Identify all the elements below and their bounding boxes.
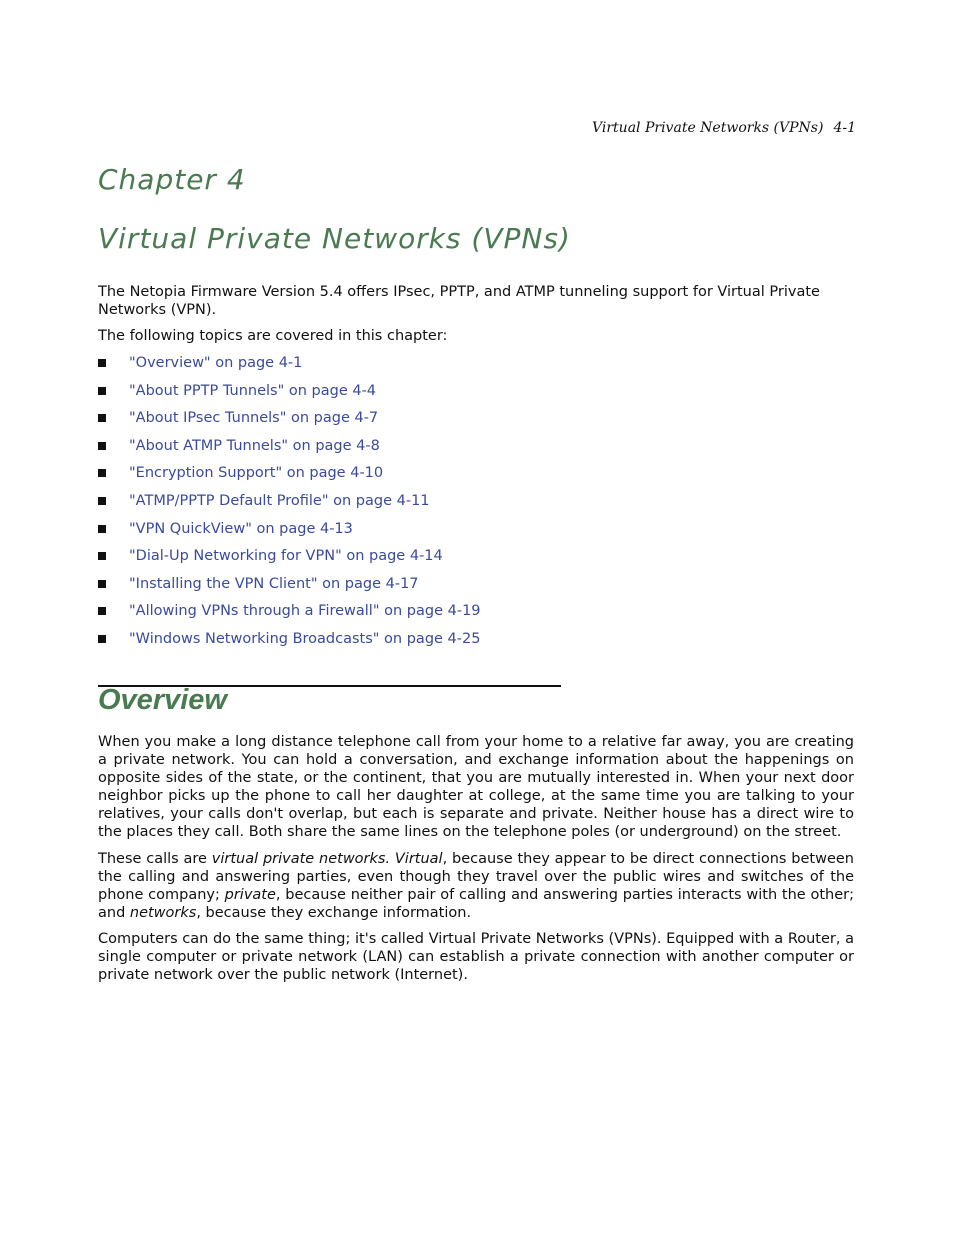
- topic-link-ipsec[interactable]: "About IPsec Tunnels" on page 4-7: [129, 410, 379, 427]
- running-header: [592, 120, 856, 136]
- list-item: [98, 382, 854, 410]
- list-item: [98, 354, 854, 382]
- square-bullet-icon: [98, 635, 106, 643]
- topic-link-quickview[interactable]: "VPN QuickView" on page 4-13: [129, 520, 353, 537]
- topic-link-encryption[interactable]: "Encryption Support" on page 4-10: [129, 465, 384, 482]
- square-bullet-icon: [98, 359, 106, 367]
- topic-link-pptp[interactable]: "About PPTP Tunnels" on page 4-4: [129, 382, 377, 399]
- square-bullet-icon: [98, 414, 106, 422]
- text-run: These calls are: [98, 851, 212, 867]
- running-header-title: Virtual Private Networks (VPNs): [592, 120, 824, 136]
- emphasis-text: virtual private networks. Virtual: [211, 851, 443, 867]
- text-run: , because they appear to be direct connections between the calling and answering parties, even though they travel over the public wires and switches of the phone company;: [98, 851, 854, 903]
- topic-link-overview[interactable]: "Overview" on page 4-1: [129, 355, 303, 371]
- topic-link-dialup[interactable]: "Dial-Up Networking for VPN" on page 4-14: [129, 548, 443, 565]
- emphasis-text: private: [224, 887, 276, 903]
- list-item: [98, 409, 854, 437]
- topic-link-default-profile[interactable]: "ATMP/PPTP Default Profile" on page 4-11: [129, 492, 430, 509]
- square-bullet-icon: [98, 387, 106, 395]
- topic-link-atmp[interactable]: "About ATMP Tunnels" on page 4-8: [129, 437, 380, 454]
- square-bullet-icon: [98, 552, 106, 560]
- list-item: [98, 602, 854, 630]
- list-item: [98, 630, 854, 658]
- topics-intro: The following topics are covered in this chapter:: [98, 328, 448, 344]
- list-item: [98, 437, 854, 465]
- topics-list: [98, 354, 854, 658]
- text-run: , because neither pair of calling and answering parties interacts with the other; and: [98, 887, 854, 921]
- overview-paragraph-1: When you make a long distance telephone call from your home to a relative far away, you are creating a private network. You can hold a conversation, and exchange information about the happenings on opposite sides of the state, or the continent, that you are mutually interested in. When your next door neighbor picks up the phone to call her daughter at college, at the same time you are talking to your relatives, your calls don't overlap, but each is separate and private. Neither house has a direct wire to the places they call. Both share the same lines on the telephone poles (or underground) on the street.: [98, 734, 854, 840]
- section-heading-overview: Overview: [98, 684, 227, 716]
- square-bullet-icon: [98, 580, 106, 588]
- overview-paragraph-3: Computers can do the same thing; it's called Virtual Private Networks (VPNs). Equipped with a Router, a single computer or private network (LAN) can establish a private connection with another computer or private network over the public network (Internet).: [98, 931, 854, 983]
- list-item: [98, 520, 854, 548]
- list-item: [98, 575, 854, 603]
- square-bullet-icon: [98, 469, 106, 477]
- chapter-label: Chapter 4: [98, 163, 246, 196]
- overview-paragraph-2: [98, 850, 854, 922]
- square-bullet-icon: [98, 442, 106, 450]
- square-bullet-icon: [98, 525, 106, 533]
- list-item: [98, 464, 854, 492]
- topic-link-vpn-client[interactable]: "Installing the VPN Client" on page 4-17: [129, 575, 419, 592]
- list-item: [98, 547, 854, 575]
- chapter-title: Virtual Private Networks (VPNs): [98, 222, 571, 255]
- topic-link-firewall[interactable]: "Allowing VPNs through a Firewall" on page 4-19: [129, 603, 481, 620]
- square-bullet-icon: [98, 607, 106, 615]
- intro-paragraph: The Netopia Firmware Version 5.4 offers IPsec, PPTP, and ATMP tunneling support for Virtual Private Networks (VPN).: [98, 284, 820, 318]
- topic-link-broadcasts[interactable]: "Windows Networking Broadcasts" on page 4-25: [129, 630, 481, 647]
- list-item: [98, 492, 854, 520]
- page-number: 4-1: [833, 120, 856, 136]
- emphasis-text: networks: [129, 905, 197, 921]
- square-bullet-icon: [98, 497, 106, 505]
- text-run: , because they exchange information.: [196, 905, 472, 921]
